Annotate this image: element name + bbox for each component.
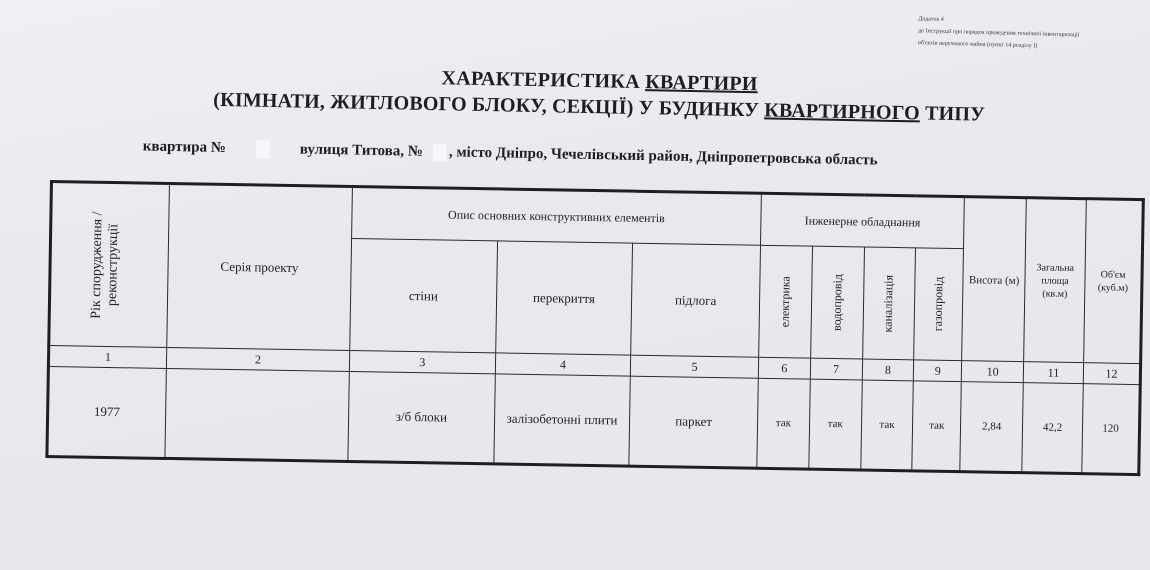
header-area-line1: Загальна [1036,261,1075,274]
title-line-2-part-b: ТИПУ [919,102,986,126]
header-engineering-group-label: Інженерне обладнання [804,213,921,230]
header-floor-label: підлога [674,291,717,308]
header-sewer-label: каналізація [881,274,897,333]
header-structural-group-label: Опис основних конструктивних елементів [448,207,665,226]
address-rest: , місто Дніпро, Чечелівський район, Дніпропетровська область [448,144,878,169]
title-line-2-underlined: КВАРТИРНОГО [764,99,921,125]
header-volume-line2: (куб.м) [1097,282,1129,294]
cell-height: 2,84 [960,382,1023,473]
header-walls-label: стіни [408,287,439,303]
table-row [47,366,1140,474]
appendix-note [918,13,1134,55]
header-water-label: водопровід [829,274,845,332]
header-area [1024,198,1087,363]
header-area-line2: площа [1041,274,1069,287]
header-volume-line1: Об'єм [1100,269,1126,281]
header-series [166,183,352,350]
cell-electric: так [757,378,810,469]
column-number: 9 [914,360,962,382]
header-structural-group [352,187,762,246]
column-number: 4 [495,353,631,376]
header-water [810,246,864,359]
cell-area: 42,2 [1022,383,1083,474]
cell-sewer: так [860,380,913,471]
header-gas [914,248,964,361]
appendix-note-line2: до Інструкції про порядок проведення технічної інвентаризації [917,28,1080,39]
header-year [49,182,169,348]
characteristics-table [45,180,1144,476]
header-walls [350,239,497,353]
header-height [962,197,1027,362]
header-electric-label: електрика [777,276,793,328]
header-area-line3: (кв.м) [1042,287,1068,300]
column-number: 3 [349,350,495,373]
header-floor [631,243,760,357]
column-number: 5 [631,355,759,378]
header-electric [759,245,813,358]
column-number: 11 [1023,362,1083,384]
header-ceilings-label: перекриття [532,289,596,306]
apartment-label: квартира № [142,138,227,157]
column-number: 8 [862,359,914,381]
header-engineering-group [760,193,964,248]
column-number: 10 [962,361,1024,383]
cell-floor: паркет [629,376,758,468]
street-label: вулиця Титова, № [299,141,424,160]
document-title [169,60,1030,129]
cell-series [165,368,350,461]
title-line-1-underlined: КВАРТИРИ [645,71,758,96]
cell-ceilings: залізобетонні плити [493,374,630,466]
header-volume [1084,199,1144,364]
header-sewer [862,247,916,360]
address-line [143,138,878,170]
column-number: 7 [810,358,862,380]
column-number: 6 [758,357,810,379]
column-number: 1 [48,346,166,369]
column-number: 2 [166,347,350,371]
cell-walls: з/б блоки [348,371,495,463]
appendix-note-line1: Додаток 4 [918,16,944,23]
appendix-note-line3: об'єктів нерухомого майна (пункт 14 розділу I) [917,40,1038,50]
redacted-house-number [433,144,447,162]
title-line-2-part-a: (КІМНАТИ, ЖИТЛОВОГО БЛОКУ, СЕКЦІЇ) У БУДИНКУ [213,88,765,122]
cell-water: так [809,379,862,470]
header-height-label: Висота (м) [968,274,1020,288]
column-number: 12 [1083,363,1140,385]
header-year-label: Рік спорудження / реконструкції [88,211,122,319]
title-line-1-prefix: ХАРАКТЕРИСТИКА [441,67,646,94]
cell-gas: так [912,381,961,472]
header-gas-label: газопровід [930,276,946,332]
redacted-apartment-number [256,140,270,158]
header-series-label: Серія проекту [220,258,299,276]
header-ceilings [495,241,633,355]
cell-year: 1977 [47,366,166,458]
characteristics-table-wrap [45,180,1144,476]
cell-volume: 120 [1082,384,1140,475]
